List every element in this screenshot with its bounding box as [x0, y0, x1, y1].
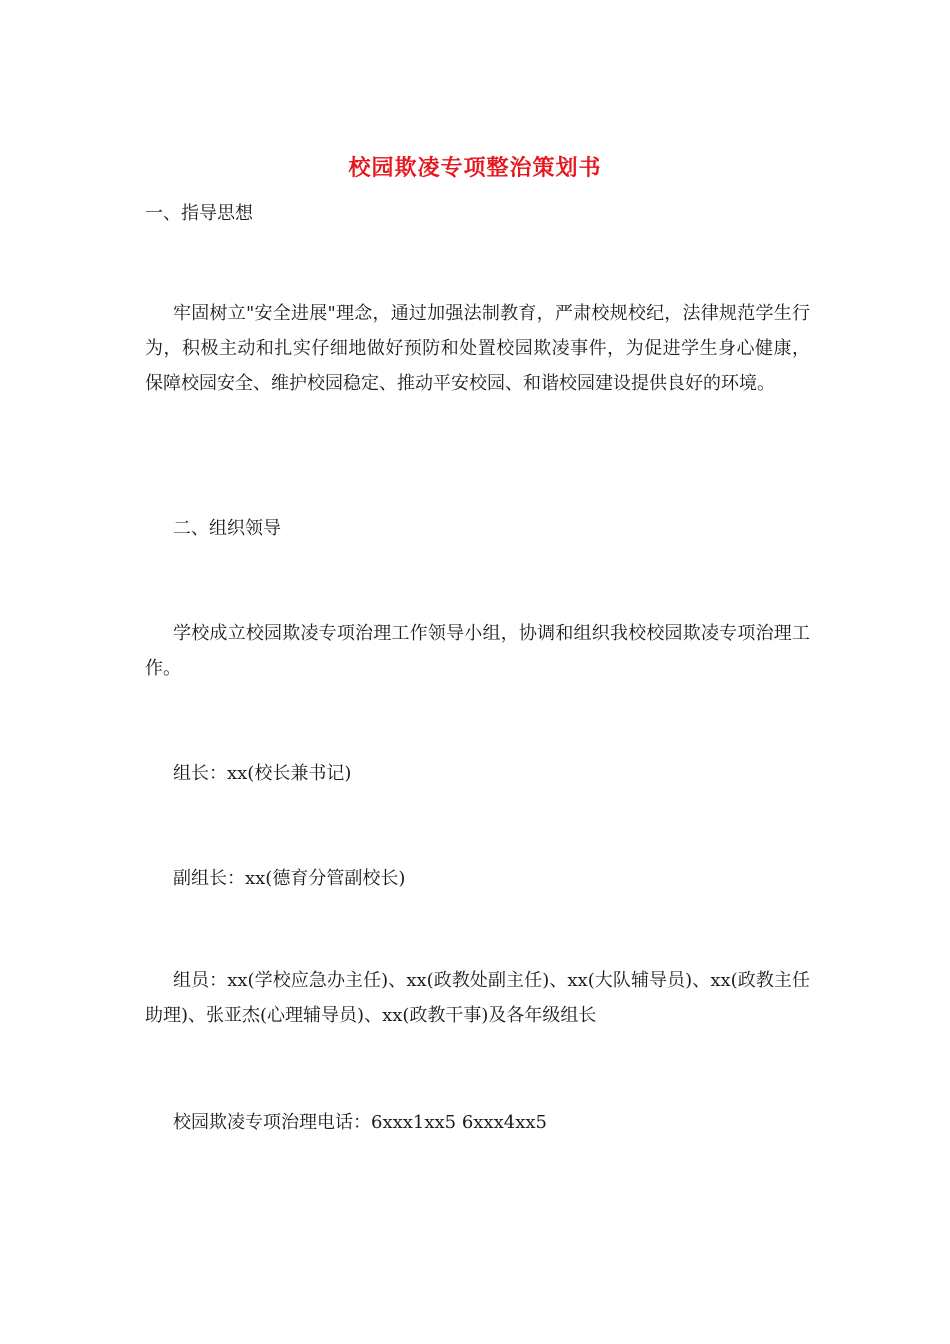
section-heading-organization: 二、组织领导 [173, 518, 281, 539]
paragraph-deputy-leader: 副组长：xx(德育分管副校长) [173, 868, 406, 889]
paragraph-leader: 组长：xx(校长兼书记) [173, 763, 352, 784]
document-title: 校园欺凌专项整治策划书 [348, 155, 602, 181]
paragraph-organization: 学校成立校园欺凌专项治理工作领导小组，协调和组织我校校园欺凌专项治理工作。 [145, 623, 810, 679]
paragraph-guiding-ideology: 牢固树立"安全进展"理念，通过加强法制教育，严肃校规校纪，法律规范学生行为，积极主动和扎实仔细地做好预防和处置校园欺凌事件，为促进学生身心健康，保障校园安全、维护校园稳定、推动平安校园、和谐校园建设提供良好的环境。 [145, 303, 810, 394]
section-heading-guiding-ideology: 一、指导思想 [145, 203, 253, 224]
paragraph-hotline: 校园欺凌专项治理电话：6xxx1xx5 6xxx4xx5 [173, 1112, 547, 1133]
paragraph-members: 组员：xx(学校应急办主任)、xx(政教处副主任)、xx(大队辅导员)、xx(政教主任助理)、张亚杰(心理辅导员)、xx(政教干事)及各年级组长 [145, 970, 810, 1026]
